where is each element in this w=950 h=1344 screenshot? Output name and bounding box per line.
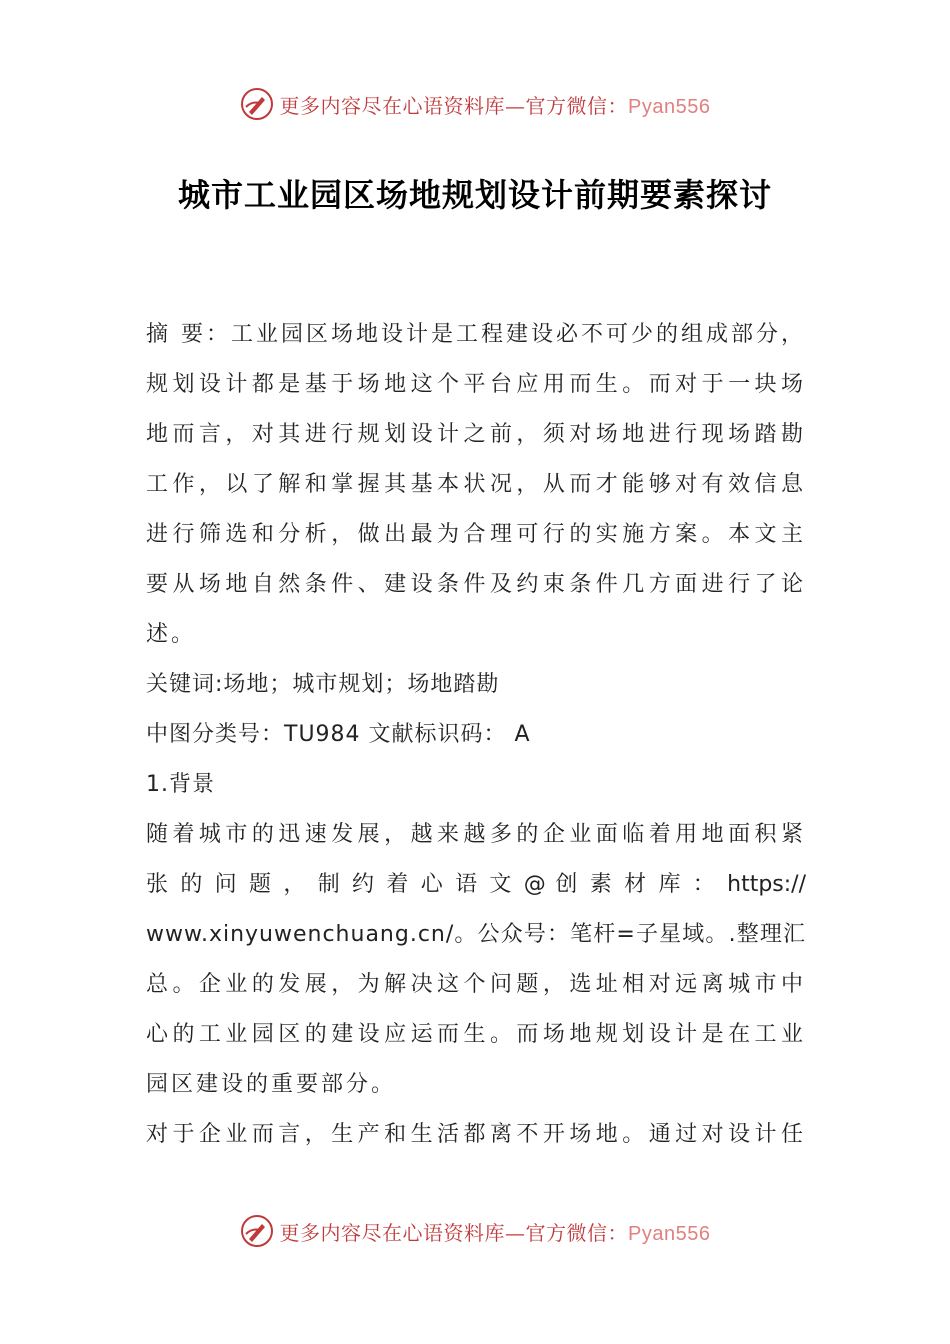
pen-logo-icon [240, 1214, 274, 1248]
banner-contact: Pyan556 [628, 1222, 711, 1245]
paragraph-line: 园区建设的重要部分。 [146, 1072, 397, 1097]
pen-logo-icon [240, 87, 274, 121]
section-heading: 1.背景 [146, 772, 215, 797]
document-body [146, 310, 806, 1160]
footer-banner [0, 1211, 950, 1251]
paragraph-line: 心的工业园区的建设应运而生。而场地规划设计是在工业 [146, 1022, 806, 1047]
paragraph-line: 对于企业而言，生产和生活都离不开场地。通过对设计任 [146, 1122, 806, 1147]
abstract-line: 进行筛选和分析，做出最为合理可行的实施方案。本文主 [146, 522, 806, 547]
abstract-line: 工作，以了解和掌握其基本状况，从而才能够对有效信息 [146, 472, 806, 497]
header-banner [0, 84, 950, 124]
banner-text: 更多内容尽在心语资料库—官方微信： [279, 1220, 629, 1245]
abstract-line: 要从场地自然条件、建设条件及约束条件几方面进行了论 [146, 572, 806, 597]
abstract-line: 地而言，对其进行规划设计之前，须对场地进行现场踏勘 [146, 422, 806, 447]
banner-contact: Pyan556 [628, 95, 711, 118]
abstract-line: 摘 要：工业园区场地设计是工程建设必不可少的组成部分， [146, 322, 806, 347]
paragraph-line: www.xinyuwenchuang.cn/。公众号：笔杆=子星域。.整理汇 [146, 922, 806, 947]
keywords-line: 关键词:场地；城市规划；场地踏勘 [146, 672, 500, 697]
abstract-line: 述。 [146, 622, 197, 647]
paragraph-line: 张 的 问 题 ， 制 约 着 心 语 文 @ 创 素 材 库 ： https:// [146, 872, 806, 897]
document-title: 城市工业园区场地规划设计前期要素探讨 [177, 176, 772, 214]
classification-line: 中图分类号：TU984 文献标识码： A [146, 722, 531, 747]
banner-text: 更多内容尽在心语资料库—官方微信： [279, 93, 629, 118]
abstract-line: 规划设计都是基于场地这个平台应用而生。而对于一块场 [146, 372, 806, 397]
paragraph-line: 随着城市的迅速发展，越来越多的企业面临着用地面积紧 [146, 822, 806, 847]
paragraph-line: 总。企业的发展，为解决这个问题，选址相对远离城市中 [146, 972, 806, 997]
